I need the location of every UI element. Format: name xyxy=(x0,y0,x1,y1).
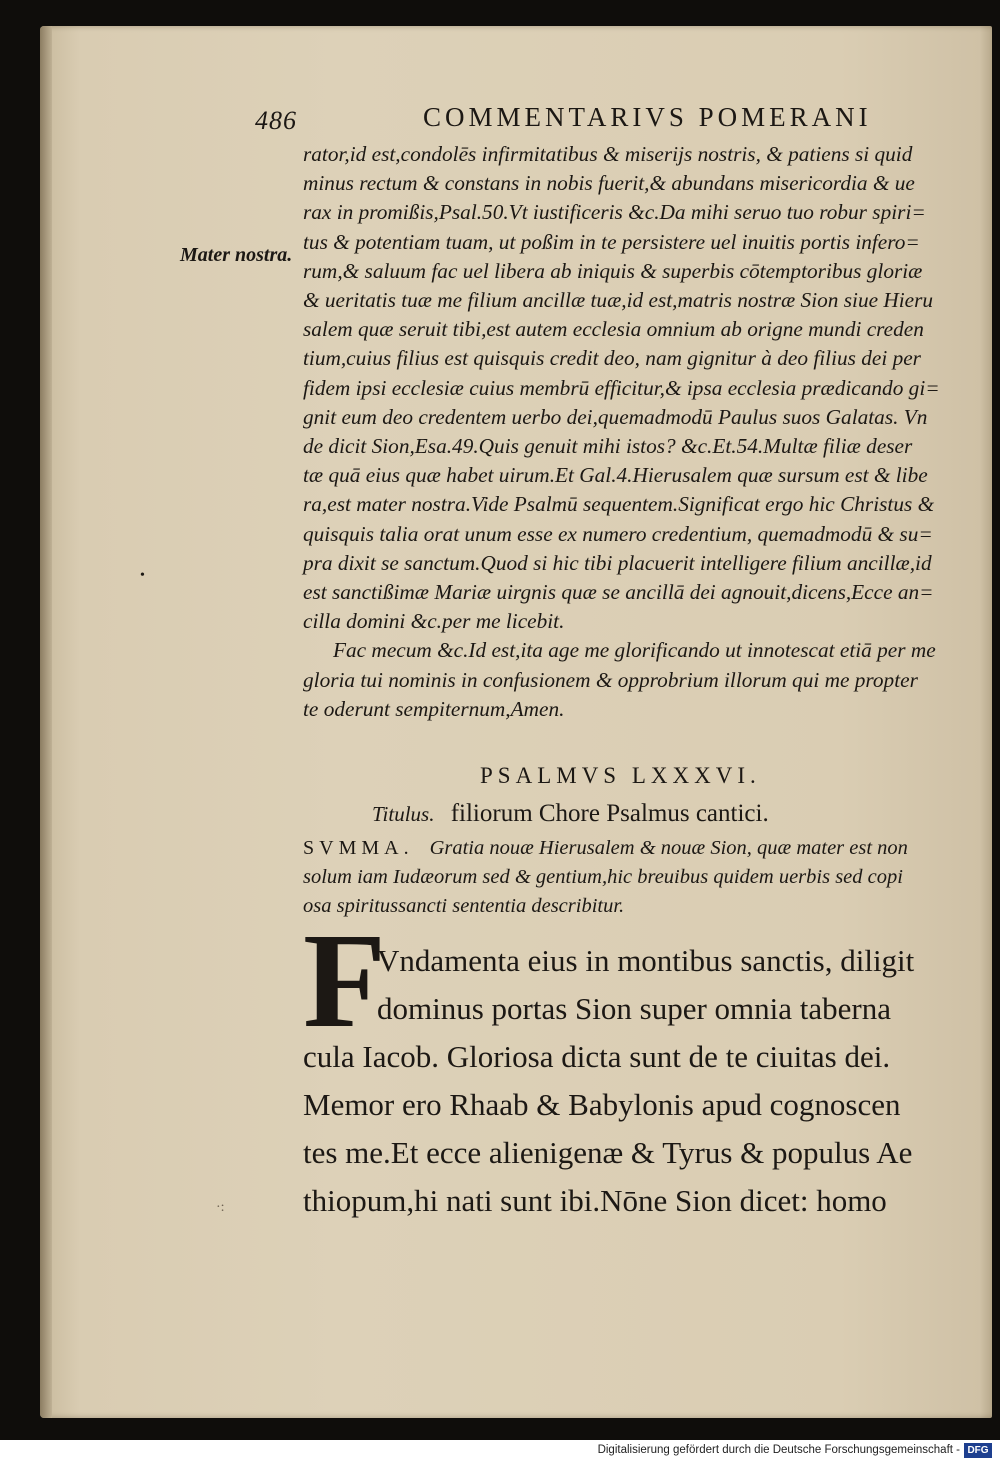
ink-speck: • xyxy=(140,568,145,583)
drop-cap-initial: F xyxy=(303,906,387,1056)
commentary-text xyxy=(303,140,958,724)
text-line: te oderunt sempiternum,Amen. xyxy=(303,696,565,721)
psalm-line: Vndamenta eius in montibus sanctis, diligit xyxy=(377,943,915,978)
psalm-line: thiopum,hi nati sunt ibi.Nōne Sion dicet: homo xyxy=(303,1183,887,1218)
margin-note: Mater nostra. xyxy=(180,244,293,266)
digitization-footer xyxy=(0,1440,1000,1462)
text-line: ra,est mater nostra.Vide Psalmū sequentem.Significat ergo hic Christus & xyxy=(303,492,935,517)
funding-credit: Digitalisierung gefördert durch die Deutsche Forschungsgemeinschaft - xyxy=(597,1444,960,1456)
page-header xyxy=(255,102,955,142)
summa-label: SVMMA. xyxy=(303,837,414,859)
text-line: Fac mecum &c.Id est,ita age me glorificando ut innotescat etiā per me xyxy=(333,638,936,663)
text-line: salem quæ seruit tibi,est autem ecclesia omnium ab origne mundi creden xyxy=(303,317,924,342)
text-line: minus rectum & constans in nobis fuerit,& abundans misericordia & ue xyxy=(303,171,915,196)
running-head: COMMENTARIVS POMERANI xyxy=(423,102,872,132)
summa-line: solum iam Iudæorum sed & gentium,hic breuibus quidem uerbis sed copi xyxy=(303,866,903,888)
psalm-text xyxy=(303,937,963,1225)
text-line: & ueritatis tuæ me filium ancillæ tuæ,id est,matris nostræ Sion siue Hieru xyxy=(303,288,934,313)
psalm-heading: PSALMVS LXXXVI. xyxy=(480,763,761,788)
psalm-line: cula Iacob. Gloriosa dicta sunt de te ciuitas dei. xyxy=(303,1039,891,1074)
text-line: rator,id est,condolēs infirmitatibus & miserijs nostris, & patiens si quid xyxy=(303,142,913,166)
text-line: rax in promißis,Psal.50.Vt iustificeris &c.Da mihi seruo tuo robur spiri= xyxy=(303,200,926,225)
dfg-logo: DFG xyxy=(964,1443,992,1458)
text-line: fidem ipsi ecclesiæ cuius membrū efficitur,& ipsa ecclesia prædicando gi= xyxy=(303,375,940,400)
text-line: cilla domini &c.per me licebit. xyxy=(303,609,565,634)
psalm-line: dominus portas Sion super omnia taberna xyxy=(377,991,891,1026)
page-gutter xyxy=(40,26,52,1418)
titulus-label: Titulus. xyxy=(372,802,435,826)
titulus-text: filiorum Chore Psalmus cantici. xyxy=(450,800,769,827)
text-line: de dicit Sion,Esa.49.Quis genuit mihi istos? &c.Et.54.Multæ filiæ deser xyxy=(303,434,913,459)
text-line: tium,cuius filius est quisquis credit deo, nam gignitur à deo filius dei per xyxy=(303,346,921,371)
psalm-line: tes me.Et ecce alienigenæ & Tyrus & populus Ae xyxy=(303,1135,913,1170)
psalm-title xyxy=(372,800,769,828)
psalm-line: Memor ero Rhaab & Babylonis apud cognoscen xyxy=(303,1087,901,1122)
summa-line: osa spiritussancti sententia describitur. xyxy=(303,895,625,917)
text-line: rum,& saluum fac uel libera ab iniquis & superbis cōtemptoribus gloriæ xyxy=(303,258,923,283)
text-line: est sanctißimæ Mariæ uirgnis quæ se ancillā dei agnouit,dicens,Ecce an= xyxy=(303,580,934,605)
text-line: gnit eum deo credentem uerbo dei,quemadmodū Paulus suos Galatas. Vn xyxy=(303,404,928,429)
text-line: pra dixit se sanctum.Quod si hic tibi placuerit intelligere filium ancillæ,id xyxy=(303,550,932,575)
summa-line: Gratia nouæ Hierusalem & nouæ Sion, quæ mater est non xyxy=(429,837,908,859)
page-number: 486 xyxy=(255,106,297,135)
text-line: tæ quā eius quæ habet uirum.Et Gal.4.Hierusalem quæ sursum est & libe xyxy=(303,463,928,488)
ink-speck: ·: xyxy=(216,1200,225,1215)
text-line: quisquis talia orat unum esse ex numero credentium, quemadmodū & su= xyxy=(303,521,933,546)
summa-block xyxy=(303,834,958,921)
text-line: tus & potentiam tuam, ut poßim in te persistere uel inuitis portis infero= xyxy=(303,229,920,254)
text-line: gloria tui nominis in confusionem & opprobrium illorum qui me propter xyxy=(303,667,918,692)
